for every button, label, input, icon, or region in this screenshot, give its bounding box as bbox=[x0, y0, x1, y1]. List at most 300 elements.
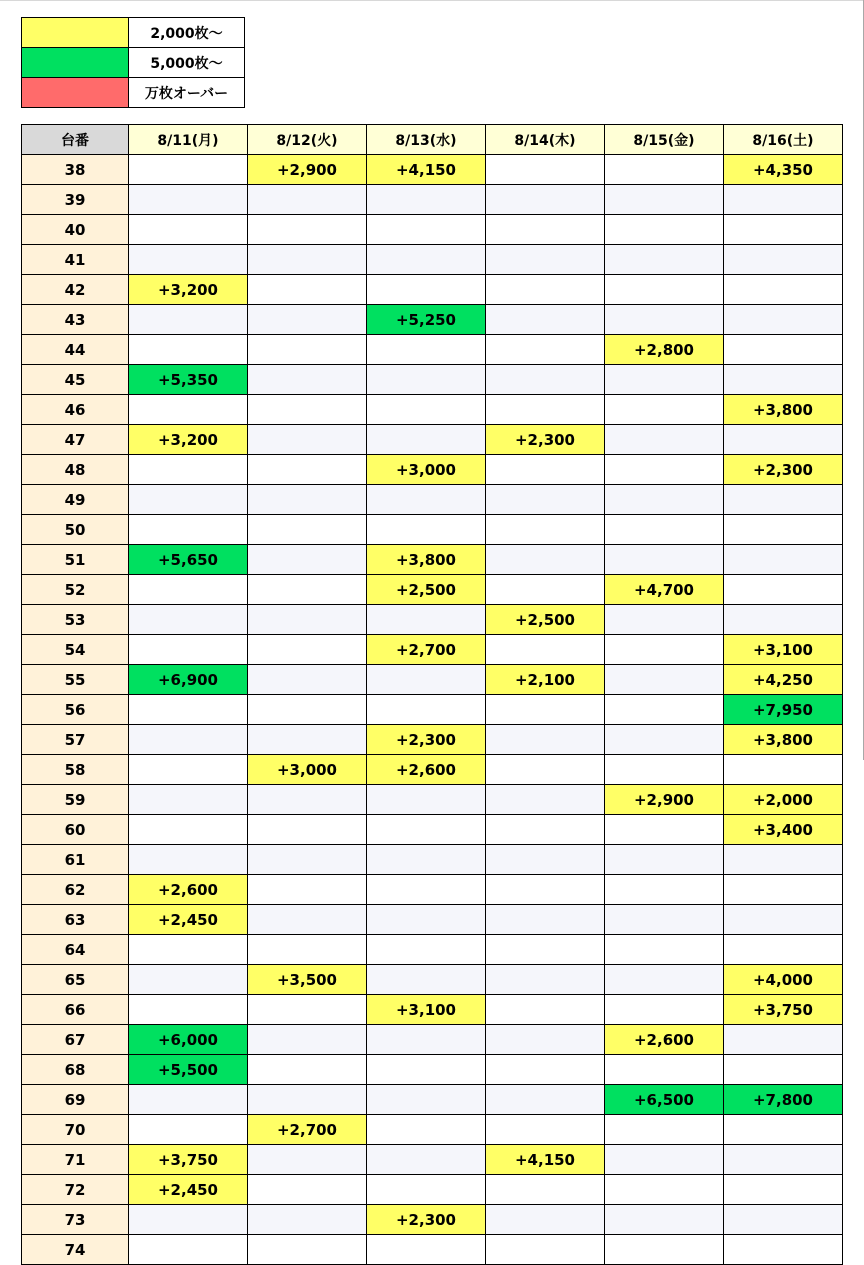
result-cell bbox=[129, 245, 248, 275]
result-cell: +2,900 bbox=[605, 785, 724, 815]
result-cell bbox=[486, 365, 605, 395]
legend-swatch bbox=[22, 48, 129, 78]
result-cell: +4,000 bbox=[724, 965, 843, 995]
result-cell bbox=[605, 1055, 724, 1085]
result-cell bbox=[605, 455, 724, 485]
result-cell bbox=[486, 1115, 605, 1145]
table-row bbox=[22, 1025, 843, 1055]
machine-number-cell: 70 bbox=[22, 1115, 129, 1145]
table-row bbox=[22, 725, 843, 755]
machine-number-cell: 41 bbox=[22, 245, 129, 275]
result-cell bbox=[724, 1145, 843, 1175]
result-cell bbox=[605, 905, 724, 935]
result-cell: +2,500 bbox=[367, 575, 486, 605]
result-cell: +2,450 bbox=[129, 1175, 248, 1205]
table-row bbox=[22, 785, 843, 815]
result-cell bbox=[367, 1085, 486, 1115]
result-cell bbox=[129, 815, 248, 845]
table-row bbox=[22, 185, 843, 215]
result-cell: +2,700 bbox=[248, 1115, 367, 1145]
result-cell: +3,200 bbox=[129, 275, 248, 305]
machine-number-cell: 64 bbox=[22, 935, 129, 965]
table-row bbox=[22, 515, 843, 545]
results-table bbox=[21, 124, 843, 1265]
result-cell bbox=[367, 335, 486, 365]
result-cell bbox=[605, 365, 724, 395]
result-cell bbox=[129, 635, 248, 665]
table-row bbox=[22, 605, 843, 635]
machine-number-cell: 54 bbox=[22, 635, 129, 665]
result-cell bbox=[248, 455, 367, 485]
result-cell bbox=[605, 695, 724, 725]
table-row bbox=[22, 875, 843, 905]
result-cell bbox=[248, 485, 367, 515]
result-cell bbox=[248, 365, 367, 395]
result-cell bbox=[248, 545, 367, 575]
result-cell bbox=[724, 875, 843, 905]
date-column-header: 8/14(木) bbox=[486, 125, 605, 155]
result-cell bbox=[367, 905, 486, 935]
result-cell: +2,300 bbox=[367, 725, 486, 755]
result-cell bbox=[367, 935, 486, 965]
result-cell bbox=[486, 245, 605, 275]
result-cell bbox=[129, 455, 248, 485]
machine-number-cell: 43 bbox=[22, 305, 129, 335]
table-row bbox=[22, 215, 843, 245]
result-cell bbox=[129, 185, 248, 215]
result-cell bbox=[605, 665, 724, 695]
result-cell bbox=[486, 1025, 605, 1055]
result-cell bbox=[367, 1055, 486, 1085]
result-cell bbox=[248, 785, 367, 815]
machine-number-cell: 52 bbox=[22, 575, 129, 605]
result-cell bbox=[248, 515, 367, 545]
frame-top-border bbox=[0, 0, 864, 1]
result-cell bbox=[605, 185, 724, 215]
result-cell bbox=[129, 1085, 248, 1115]
result-cell bbox=[367, 845, 486, 875]
machine-number-cell: 44 bbox=[22, 335, 129, 365]
table-row bbox=[22, 905, 843, 935]
result-cell bbox=[486, 1235, 605, 1265]
table-row bbox=[22, 245, 843, 275]
result-cell bbox=[248, 815, 367, 845]
result-cell bbox=[129, 605, 248, 635]
result-cell bbox=[605, 1115, 724, 1145]
result-cell bbox=[724, 1205, 843, 1235]
machine-number-cell: 53 bbox=[22, 605, 129, 635]
result-cell bbox=[486, 275, 605, 305]
result-cell bbox=[248, 305, 367, 335]
table-row bbox=[22, 365, 843, 395]
table-row bbox=[22, 665, 843, 695]
result-cell bbox=[367, 275, 486, 305]
result-cell bbox=[724, 485, 843, 515]
result-cell: +3,800 bbox=[724, 725, 843, 755]
legend-swatch bbox=[22, 78, 129, 108]
result-cell bbox=[486, 785, 605, 815]
result-cell bbox=[129, 695, 248, 725]
result-cell bbox=[129, 395, 248, 425]
result-cell bbox=[605, 425, 724, 455]
table-row bbox=[22, 155, 843, 185]
result-cell bbox=[248, 845, 367, 875]
date-column-header: 8/16(土) bbox=[724, 125, 843, 155]
machine-number-cell: 68 bbox=[22, 1055, 129, 1085]
legend-row bbox=[22, 48, 245, 78]
result-cell bbox=[486, 965, 605, 995]
machine-number-cell: 61 bbox=[22, 845, 129, 875]
table-row bbox=[22, 1205, 843, 1235]
result-cell bbox=[129, 995, 248, 1025]
result-cell bbox=[724, 1025, 843, 1055]
table-row bbox=[22, 1175, 843, 1205]
result-cell bbox=[486, 305, 605, 335]
result-cell bbox=[248, 275, 367, 305]
machine-number-cell: 57 bbox=[22, 725, 129, 755]
result-cell bbox=[724, 755, 843, 785]
result-cell bbox=[486, 1055, 605, 1085]
result-cell bbox=[486, 875, 605, 905]
result-cell: +5,250 bbox=[367, 305, 486, 335]
result-cell bbox=[605, 725, 724, 755]
result-cell bbox=[605, 995, 724, 1025]
machine-number-cell: 51 bbox=[22, 545, 129, 575]
result-cell bbox=[486, 1205, 605, 1235]
result-cell bbox=[605, 485, 724, 515]
result-cell bbox=[367, 1175, 486, 1205]
result-cell bbox=[605, 635, 724, 665]
result-cell bbox=[248, 185, 367, 215]
result-cell bbox=[129, 785, 248, 815]
result-cell bbox=[486, 575, 605, 605]
result-cell: +2,700 bbox=[367, 635, 486, 665]
legend-label: 万枚オーバー bbox=[129, 78, 245, 108]
table-row bbox=[22, 635, 843, 665]
result-cell bbox=[129, 485, 248, 515]
table-row bbox=[22, 485, 843, 515]
result-cell: +2,100 bbox=[486, 665, 605, 695]
result-cell: +4,700 bbox=[605, 575, 724, 605]
result-cell bbox=[129, 755, 248, 785]
machine-number-cell: 46 bbox=[22, 395, 129, 425]
result-cell bbox=[248, 635, 367, 665]
result-cell bbox=[605, 605, 724, 635]
result-cell bbox=[129, 335, 248, 365]
result-cell: +3,750 bbox=[129, 1145, 248, 1175]
result-cell bbox=[724, 245, 843, 275]
result-cell bbox=[129, 725, 248, 755]
result-cell bbox=[367, 1145, 486, 1175]
result-cell: +2,500 bbox=[486, 605, 605, 635]
result-cell bbox=[248, 605, 367, 635]
result-cell: +4,150 bbox=[367, 155, 486, 185]
result-cell bbox=[486, 695, 605, 725]
result-cell: +3,100 bbox=[724, 635, 843, 665]
result-cell bbox=[724, 605, 843, 635]
machine-number-cell: 63 bbox=[22, 905, 129, 935]
result-cell bbox=[605, 935, 724, 965]
result-cell bbox=[248, 575, 367, 605]
result-cell: +6,500 bbox=[605, 1085, 724, 1115]
result-cell: +5,650 bbox=[129, 545, 248, 575]
table-row bbox=[22, 545, 843, 575]
result-cell bbox=[486, 485, 605, 515]
result-cell bbox=[129, 845, 248, 875]
table-row bbox=[22, 755, 843, 785]
result-cell bbox=[486, 395, 605, 425]
machine-number-cell: 59 bbox=[22, 785, 129, 815]
legend-row bbox=[22, 78, 245, 108]
result-cell bbox=[605, 245, 724, 275]
result-cell bbox=[367, 1115, 486, 1145]
machine-number-cell: 60 bbox=[22, 815, 129, 845]
legend-label: 2,000枚〜 bbox=[129, 18, 245, 48]
result-cell bbox=[486, 155, 605, 185]
machine-number-cell: 69 bbox=[22, 1085, 129, 1115]
table-row bbox=[22, 935, 843, 965]
result-cell bbox=[129, 515, 248, 545]
corner-header: 台番 bbox=[22, 125, 129, 155]
machine-number-cell: 45 bbox=[22, 365, 129, 395]
table-row bbox=[22, 965, 843, 995]
table-row bbox=[22, 395, 843, 425]
result-cell bbox=[367, 665, 486, 695]
date-column-header: 8/13(水) bbox=[367, 125, 486, 155]
machine-number-cell: 47 bbox=[22, 425, 129, 455]
result-cell bbox=[486, 215, 605, 245]
result-cell bbox=[605, 755, 724, 785]
result-cell bbox=[367, 1025, 486, 1055]
result-cell bbox=[486, 185, 605, 215]
machine-number-cell: 58 bbox=[22, 755, 129, 785]
result-cell: +3,500 bbox=[248, 965, 367, 995]
result-cell bbox=[605, 275, 724, 305]
machine-number-cell: 65 bbox=[22, 965, 129, 995]
result-cell bbox=[724, 425, 843, 455]
result-cell bbox=[129, 1115, 248, 1145]
result-cell: +5,500 bbox=[129, 1055, 248, 1085]
result-cell bbox=[724, 845, 843, 875]
result-cell: +4,150 bbox=[486, 1145, 605, 1175]
result-cell: +2,900 bbox=[248, 155, 367, 185]
result-cell: +3,100 bbox=[367, 995, 486, 1025]
result-cell bbox=[486, 1085, 605, 1115]
table-row bbox=[22, 425, 843, 455]
result-cell bbox=[605, 1145, 724, 1175]
result-cell: +3,400 bbox=[724, 815, 843, 845]
table-row bbox=[22, 1235, 843, 1265]
result-cell bbox=[367, 1235, 486, 1265]
result-cell bbox=[605, 1235, 724, 1265]
result-cell bbox=[724, 185, 843, 215]
result-cell bbox=[248, 395, 367, 425]
result-cell: +5,350 bbox=[129, 365, 248, 395]
legend-swatch bbox=[22, 18, 129, 48]
legend-row bbox=[22, 18, 245, 48]
result-cell bbox=[129, 1235, 248, 1265]
result-cell bbox=[724, 335, 843, 365]
result-cell: +3,200 bbox=[129, 425, 248, 455]
result-cell bbox=[367, 515, 486, 545]
result-cell: +4,250 bbox=[724, 665, 843, 695]
result-cell bbox=[486, 545, 605, 575]
header-row bbox=[22, 125, 843, 155]
result-cell: +3,800 bbox=[367, 545, 486, 575]
result-cell bbox=[248, 875, 367, 905]
table-row bbox=[22, 995, 843, 1025]
result-cell bbox=[248, 935, 367, 965]
machine-number-cell: 38 bbox=[22, 155, 129, 185]
result-cell bbox=[248, 695, 367, 725]
result-cell bbox=[724, 365, 843, 395]
result-cell: +2,450 bbox=[129, 905, 248, 935]
result-cell bbox=[248, 245, 367, 275]
result-cell: +4,350 bbox=[724, 155, 843, 185]
result-cell bbox=[129, 305, 248, 335]
result-cell bbox=[248, 1205, 367, 1235]
result-cell bbox=[248, 1025, 367, 1055]
result-cell bbox=[605, 875, 724, 905]
machine-number-cell: 67 bbox=[22, 1025, 129, 1055]
result-cell bbox=[724, 1175, 843, 1205]
result-cell: +2,300 bbox=[486, 425, 605, 455]
machine-number-cell: 42 bbox=[22, 275, 129, 305]
result-cell: +2,000 bbox=[724, 785, 843, 815]
result-cell bbox=[605, 215, 724, 245]
table-row bbox=[22, 845, 843, 875]
result-cell bbox=[367, 185, 486, 215]
machine-number-cell: 72 bbox=[22, 1175, 129, 1205]
result-cell bbox=[367, 215, 486, 245]
result-cell bbox=[486, 935, 605, 965]
result-cell bbox=[248, 1145, 367, 1175]
result-cell bbox=[724, 905, 843, 935]
result-cell: +7,800 bbox=[724, 1085, 843, 1115]
result-cell: +2,600 bbox=[367, 755, 486, 785]
result-cell bbox=[129, 935, 248, 965]
result-cell bbox=[129, 215, 248, 245]
result-cell bbox=[724, 515, 843, 545]
result-cell bbox=[367, 965, 486, 995]
result-cell bbox=[605, 965, 724, 995]
result-cell bbox=[486, 635, 605, 665]
result-cell: +2,800 bbox=[605, 335, 724, 365]
result-cell: +2,300 bbox=[724, 455, 843, 485]
machine-number-cell: 74 bbox=[22, 1235, 129, 1265]
result-cell bbox=[367, 245, 486, 275]
result-cell bbox=[724, 545, 843, 575]
machine-number-cell: 48 bbox=[22, 455, 129, 485]
result-cell bbox=[367, 425, 486, 455]
machine-number-cell: 73 bbox=[22, 1205, 129, 1235]
table-row bbox=[22, 695, 843, 725]
table-row bbox=[22, 455, 843, 485]
result-cell: +3,800 bbox=[724, 395, 843, 425]
machine-number-cell: 62 bbox=[22, 875, 129, 905]
result-cell: +2,600 bbox=[605, 1025, 724, 1055]
result-cell bbox=[367, 395, 486, 425]
result-cell bbox=[248, 1235, 367, 1265]
machine-number-cell: 39 bbox=[22, 185, 129, 215]
result-cell: +7,950 bbox=[724, 695, 843, 725]
result-cell bbox=[367, 875, 486, 905]
result-cell bbox=[724, 575, 843, 605]
result-cell bbox=[605, 515, 724, 545]
result-cell bbox=[248, 1175, 367, 1205]
result-cell bbox=[605, 815, 724, 845]
result-cell: +6,000 bbox=[129, 1025, 248, 1055]
machine-number-cell: 66 bbox=[22, 995, 129, 1025]
result-cell: +6,900 bbox=[129, 665, 248, 695]
machine-number-cell: 40 bbox=[22, 215, 129, 245]
table-row bbox=[22, 575, 843, 605]
result-cell bbox=[486, 995, 605, 1025]
result-cell bbox=[724, 1055, 843, 1085]
result-cell bbox=[248, 335, 367, 365]
result-cell bbox=[129, 155, 248, 185]
date-column-header: 8/11(月) bbox=[129, 125, 248, 155]
result-cell bbox=[248, 665, 367, 695]
result-cell bbox=[486, 335, 605, 365]
table-row bbox=[22, 1055, 843, 1085]
result-cell bbox=[486, 1175, 605, 1205]
result-cell bbox=[605, 1175, 724, 1205]
machine-number-cell: 56 bbox=[22, 695, 129, 725]
result-cell bbox=[605, 545, 724, 575]
result-cell bbox=[129, 1205, 248, 1235]
result-cell bbox=[248, 905, 367, 935]
result-cell bbox=[486, 515, 605, 545]
result-cell bbox=[724, 305, 843, 335]
result-cell bbox=[605, 1205, 724, 1235]
result-cell bbox=[367, 785, 486, 815]
result-cell bbox=[486, 845, 605, 875]
result-cell bbox=[724, 275, 843, 305]
table-row bbox=[22, 335, 843, 365]
machine-number-cell: 55 bbox=[22, 665, 129, 695]
result-cell bbox=[248, 995, 367, 1025]
legend-table bbox=[21, 17, 245, 108]
result-cell bbox=[248, 215, 367, 245]
machine-number-cell: 50 bbox=[22, 515, 129, 545]
result-cell bbox=[486, 905, 605, 935]
result-cell: +3,750 bbox=[724, 995, 843, 1025]
result-cell bbox=[248, 1055, 367, 1085]
table-row bbox=[22, 815, 843, 845]
result-cell bbox=[367, 485, 486, 515]
machine-number-cell: 71 bbox=[22, 1145, 129, 1175]
result-cell: +2,300 bbox=[367, 1205, 486, 1235]
table-row bbox=[22, 275, 843, 305]
result-cell bbox=[605, 395, 724, 425]
result-cell bbox=[724, 215, 843, 245]
result-cell: +2,600 bbox=[129, 875, 248, 905]
result-cell bbox=[486, 755, 605, 785]
result-cell bbox=[605, 305, 724, 335]
result-cell bbox=[605, 155, 724, 185]
legend-label: 5,000枚〜 bbox=[129, 48, 245, 78]
result-cell bbox=[724, 1115, 843, 1145]
result-cell bbox=[367, 605, 486, 635]
result-cell: +3,000 bbox=[248, 755, 367, 785]
result-cell: +3,000 bbox=[367, 455, 486, 485]
result-cell bbox=[486, 455, 605, 485]
result-cell bbox=[486, 725, 605, 755]
result-cell bbox=[248, 725, 367, 755]
result-cell bbox=[486, 815, 605, 845]
table-row bbox=[22, 1085, 843, 1115]
